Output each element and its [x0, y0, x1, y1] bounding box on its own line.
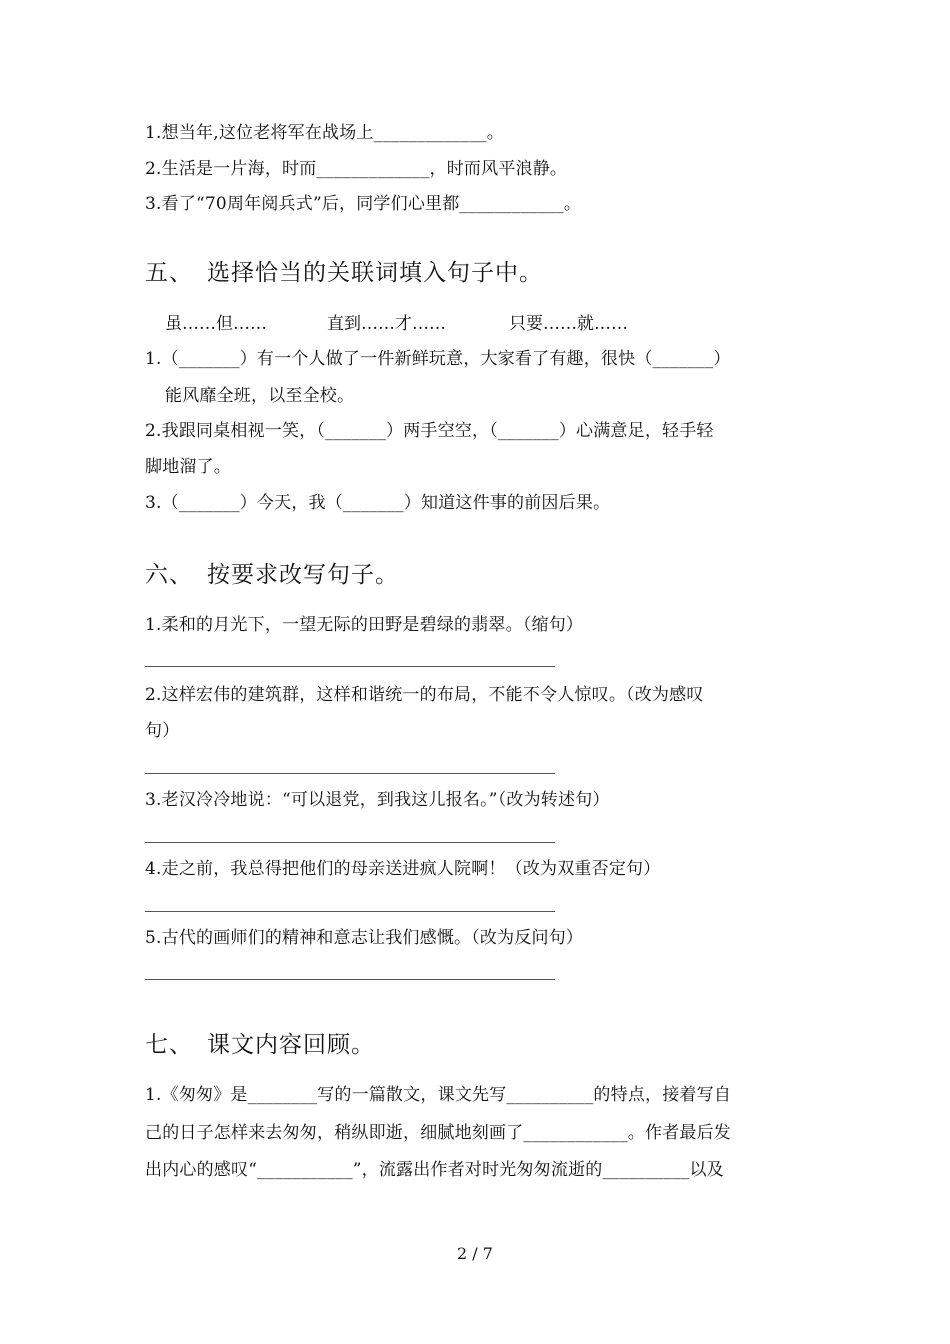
section-number: 六、 [145, 562, 193, 588]
rewrite-item-4: 4.走之前，我总得把他们的母亲送进疯人院啊！（改为双重否定句） [145, 859, 661, 879]
conjunction-item-1-cont: 能风靡全班，以至全校。 [165, 386, 355, 406]
conjunction-item-2: 2.我跟同桌相视一笑，（_______）两手空空，（_______）心满意足，轻手轻 [145, 421, 714, 441]
fill-item-3: 3.看了“70周年阅兵式”后，同学们心里都____________。 [145, 194, 582, 214]
fill-item-2: 2.生活是一片海，时而_____________，时而风平浪静。 [145, 159, 568, 179]
section-title: 选择恰当的关联词填入句子中。 [207, 260, 543, 286]
answer-line-2[interactable] [145, 773, 555, 774]
answer-line-5[interactable] [145, 979, 555, 980]
fill-item-1: 1.想当年,这位老将军在战场上_____________。 [145, 123, 504, 143]
review-line-3: 出内心的感叹“___________”，流露出作者对时光匆匆流逝的__________以及 [145, 1160, 724, 1180]
section-heading-7 [145, 1030, 375, 1060]
answer-line-3[interactable] [145, 842, 555, 843]
page-number: 2 / 7 [457, 1244, 493, 1263]
option-2: 直到……才…… [327, 314, 446, 334]
section-heading-5 [145, 258, 543, 288]
review-line-1: 1.《匆匆》是________写的一篇散文，课文先写__________的特点，接着写自 [145, 1085, 732, 1105]
conjunction-item-2-cont: 脚地溜了。 [145, 457, 231, 477]
section-title: 按要求改写句子。 [207, 562, 399, 588]
answer-line-1[interactable] [145, 666, 555, 667]
conjunction-item-1: 1.（_______）有一个人做了一件新鲜玩意，大家看了有趣，很快（_______） [145, 349, 731, 369]
rewrite-item-1: 1.柔和的月光下，一望无际的田野是碧绿的翡翠。（缩句） [145, 615, 584, 635]
conjunction-options [165, 312, 628, 336]
section-title: 课文内容回顾。 [207, 1032, 375, 1058]
section-heading-6 [145, 560, 399, 590]
rewrite-item-2: 2.这样宏伟的建筑群，这样和谐统一的布局，不能不令人惊叹。（改为感叹 [145, 685, 704, 705]
conjunction-item-3: 3.（_______）今天，我（_______）知道这件事的前因后果。 [145, 493, 611, 513]
rewrite-item-3: 3.老汉冷冷地说：“可以退党，到我这儿报名。”（改为转述句） [145, 790, 610, 810]
answer-line-4[interactable] [145, 911, 555, 912]
option-3: 只要……就…… [509, 314, 628, 334]
review-line-2: 己的日子怎样来去匆匆，稍纵即逝，细腻地刻画了____________。作者最后发 [145, 1123, 731, 1143]
option-1: 虽……但…… [165, 314, 267, 334]
rewrite-item-5: 5.古代的画师们的精神和意志让我们感慨。（改为反问句） [145, 928, 584, 948]
rewrite-item-2-cont: 句） [145, 721, 180, 741]
section-number: 七、 [145, 1032, 193, 1058]
section-number: 五、 [145, 260, 193, 286]
